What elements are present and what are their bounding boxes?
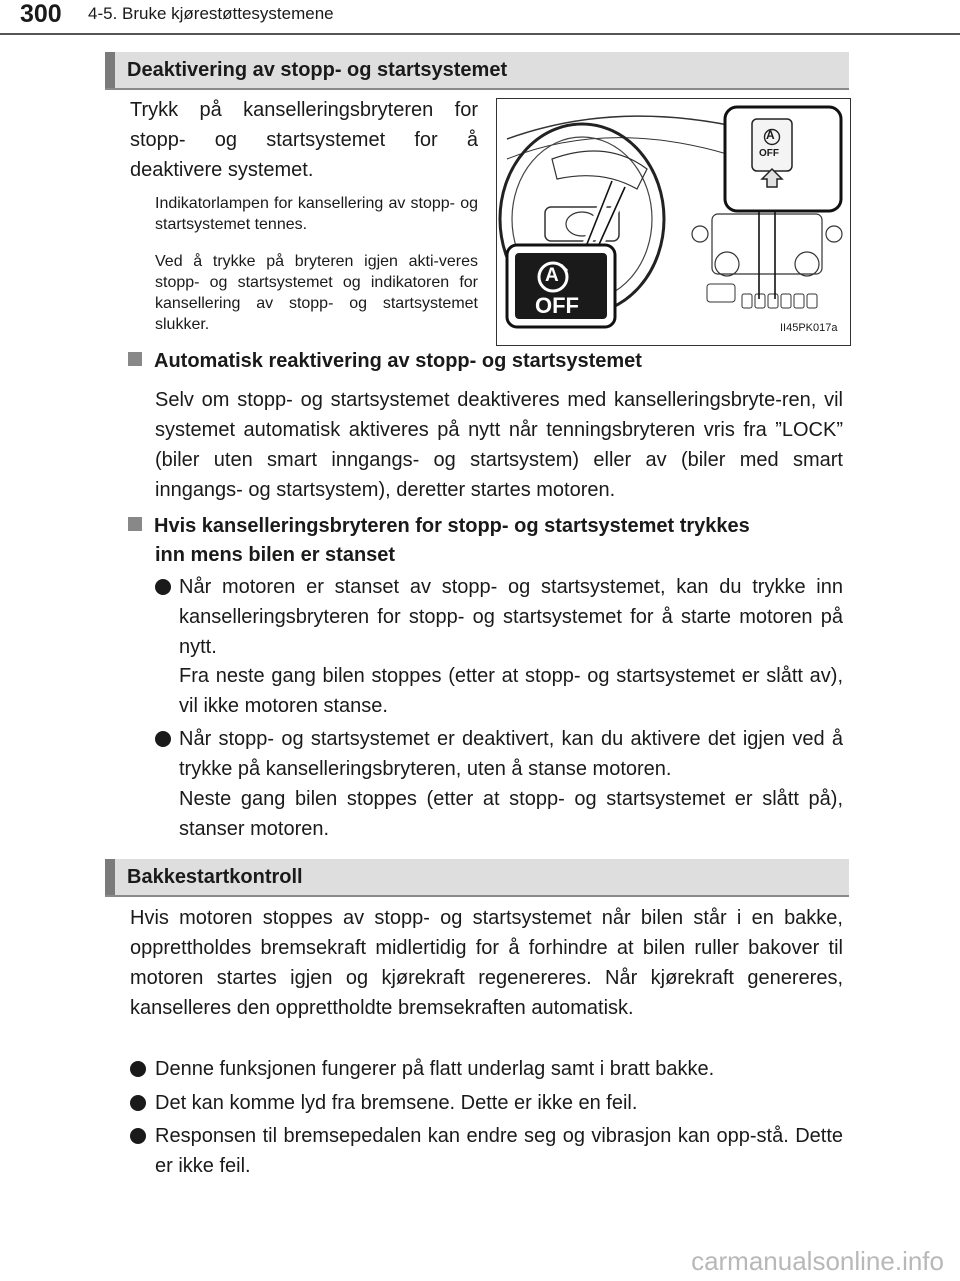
square-bullet-icon [128, 352, 142, 366]
list-item-text: Når stopp- og startsystemet er deaktivert, kan du aktivere det igjen ved å trykke på kanselleringsbryteren, uten å stanse motoren. [179, 728, 843, 780]
list-item-continuation: Neste gang bilen stoppes (etter at stopp- og startsystemet er slått på), stanser motoren. [179, 788, 843, 840]
list-item-continuation: Fra neste gang bilen stoppes (etter at stopp- og startsystemet er slått av), vil ikke motoren stanse. [179, 665, 843, 717]
bullet-dot-icon [130, 1095, 146, 1111]
list-item-text: Når motoren er stanset av stopp- og startsystemet, kan du trykke inn kanselleringsbryteren for stopp- og startsystemet for å starte motoren på nytt. [179, 576, 843, 658]
intro-paragraph: Trykk på kanselleringsbryteren for stopp- og startsystemet for å deaktivere systemet. [130, 99, 478, 181]
indicator-off-label: OFF [535, 293, 579, 318]
bullet-dot-icon [155, 731, 171, 747]
section-title: Deaktivering av stopp- og startsystemet [127, 59, 508, 81]
list-item-text: Denne funksjonen fungerer på flatt underlag samt i bratt bakke. [155, 1058, 715, 1080]
section-heading-deactivation [105, 52, 849, 90]
square-bullet-icon [128, 517, 142, 531]
subheading-pressed-while-stopped [128, 511, 750, 541]
chapter-title: 4-5. Bruke kjørestøttesystemene [88, 4, 334, 23]
section-title: Bakkestartkontroll [127, 866, 303, 888]
subheading-text: Automatisk reaktivering av stopp- og startsystemet [154, 350, 642, 372]
section-accent [105, 859, 115, 895]
indicator-a-label: A [545, 265, 559, 286]
subheading-auto-reactivation [128, 346, 642, 376]
note-indicator-on: Indikatorlampen for kansellering av stopp- og startsystemet tennes. [155, 195, 478, 233]
bullet-dot-icon [155, 579, 171, 595]
figure-caption: II45PK017a [780, 322, 838, 334]
list-item-text: Responsen til bremsepedalen kan endre seg og vibrasjon kan opp-stå. Dette er ikke feil. [155, 1125, 843, 1177]
hill-start-paragraph: Hvis motoren stoppes av stopp- og startsystemet når bilen står i en bakke, opprettholdes bremsekraft midlertidig for å forhindre at bilen ruller bakover til motoren startes igjen og kjørekraft regenereres. Når kjørekraft genereres, kanselleres den opprettholdte bremsekraften automatisk. [130, 907, 843, 1019]
bullet-dot-icon [130, 1128, 146, 1144]
dashboard-illustration [496, 98, 851, 346]
header-rule [0, 33, 960, 35]
section-accent [105, 52, 115, 88]
switch-a-label: A [766, 128, 775, 142]
switch-off-label: OFF [759, 148, 779, 159]
subheading-text: Hvis kanselleringsbryteren for stopp- og startsystemet trykkes [154, 515, 750, 537]
bullet-dot-icon [130, 1061, 146, 1077]
page-number: 300 [20, 0, 62, 28]
subheading-text-line2: inn mens bilen er stanset [155, 544, 396, 566]
section-heading-hill-start [105, 859, 849, 897]
watermark: carmanualsonline.info [691, 1246, 944, 1276]
note-indicator-off: Ved å trykke på bryteren igjen akti-veres stopp- og startsystemet og indikatoren for kansellering av stopp- og startsystemet slukker. [155, 253, 478, 333]
list-item-text: Det kan komme lyd fra bremsene. Dette er ikke en feil. [155, 1092, 638, 1114]
auto-reactivation-paragraph: Selv om stopp- og startsystemet deaktiveres med kanselleringsbryte-ren, vil systemet automatisk aktiveres på nytt når tenningsbryteren vris fra ”LOCK” (biler uten smart inngangs- og startsystem) eller av (biler med smart inngangs- og startsystem), deretter startes motoren. [155, 389, 843, 501]
